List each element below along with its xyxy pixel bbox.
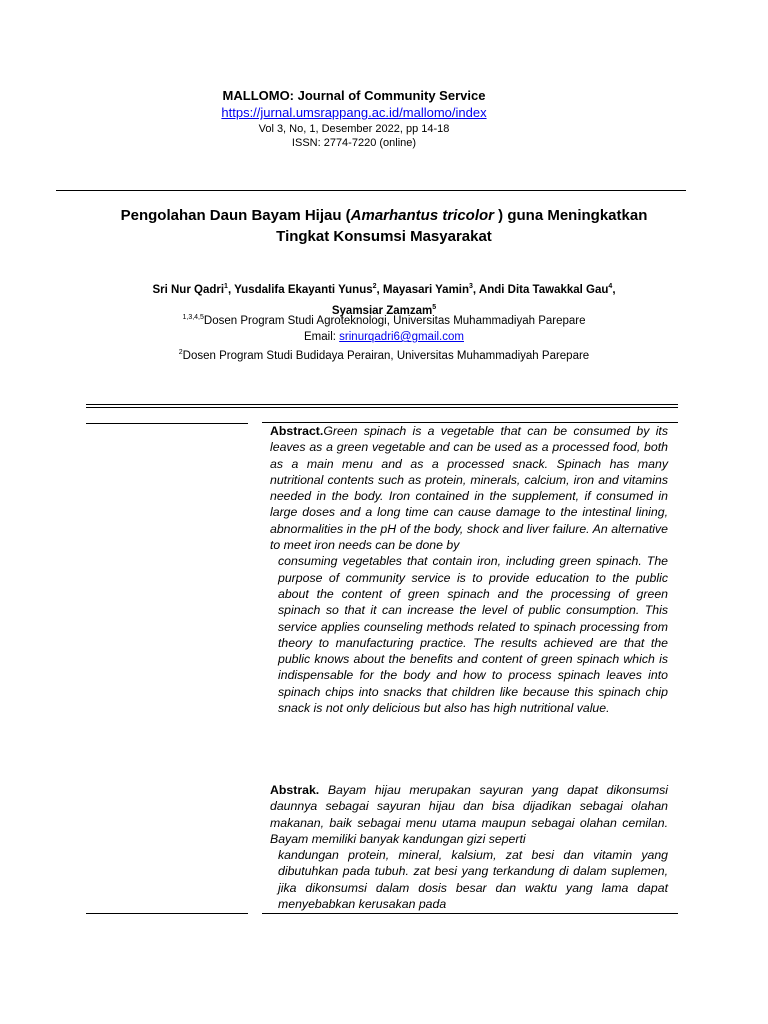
title-species: Amarhantus tricolor — [350, 207, 495, 224]
author-name: Sri Nur Qadri — [152, 284, 225, 296]
affiliation-sup: 1,3,4,5 — [182, 314, 204, 321]
abstrak-text-a: Bayam hijau merupakan sayuran yang dapat dikonsumsi daunnya sebagai sayuran hijau dan bisa dijadikan sebagai olahan makanan, baik sebagai menu utama maupun sebagai olahan cemilan. Bayam memiliki banyak kandungan gizi seperti — [270, 783, 668, 846]
affiliation-text: Dosen Program Studi Agroteknologi, Universitas Muhammadiyah Parepare — [203, 315, 586, 327]
author-name: Syamsiar Zamzam — [331, 305, 433, 317]
abstract-label: Abstract. — [270, 424, 324, 438]
abstract-rule-bottom — [262, 913, 678, 914]
author-separator: , — [612, 284, 616, 296]
abstract-text-b: consuming vegetables that contain iron, including green spinach. The purpose of community service is to provide education to the public about the content of green spinach and the processing of green spinach so that it can increase the level of public consumption. This service applies counseling methods related to spinach processing from theory to manufacturing practice. The results achieved are that the public knows about the benefits and content of green spinach which is indispensable for the body and how to process spinach leaves into spinach chips into snacks that children like because this spinach chip snack is not only delicious but also has high nutritional value. — [278, 554, 668, 716]
title-part-1: Pengolahan Daun Bayam Hijau ( — [120, 207, 351, 224]
title-line-2: Tingkat Konsumsi Masyarakat — [276, 228, 492, 245]
section-divider-bottom — [86, 407, 678, 408]
author-name: Mayasari Yamin — [382, 284, 470, 296]
affiliation-text: Dosen Program Studi Budidaya Perairan, Universitas Muhammadiyah Parepare — [182, 350, 590, 362]
abstrak-text-b: kandungan protein, mineral, kalsium, zat besi dan vitamin yang dibutuhkan pada tubuh. zat besi yang terkandung di dalam suplemen, jika dikonsumsi dalam dosis besar dan waktu yang lama dapat menyebabkan kerusakan pada — [278, 848, 668, 912]
left-column-rule-top — [86, 423, 248, 424]
section-divider-top — [86, 404, 678, 405]
affiliation-2 — [84, 345, 684, 364]
author-separator: , — [227, 284, 235, 296]
abstract-english — [270, 423, 668, 716]
journal-url-link[interactable]: https://jurnal.umsrappang.ac.id/mallomo/index — [221, 105, 487, 120]
affiliations — [84, 310, 684, 364]
author-name: Andi Dita Tawakkal Gau — [478, 284, 609, 296]
author-sup: 1 — [224, 283, 228, 290]
abstract-indonesian — [270, 782, 668, 912]
affiliation-sup: 2 — [178, 349, 183, 356]
email-label: Email: — [304, 331, 340, 343]
volume-info: Vol 3, No, 1, Desember 2022, pp 14-18 — [258, 123, 450, 135]
email-link[interactable]: srinurqadri6@gmail.com — [339, 331, 464, 343]
author-sup: 5 — [432, 304, 437, 311]
email-line — [84, 329, 684, 345]
journal-name: MALLOMO: Journal of Community Service — [222, 88, 486, 103]
author-separator: , — [376, 284, 383, 296]
author-name: Yusdalifa Ekayanti Yunus — [234, 284, 373, 296]
author-sup: 4 — [608, 283, 613, 290]
paper-title — [84, 205, 684, 247]
title-part-2: ) guna Meningkatkan — [494, 207, 648, 224]
author-separator: , — [472, 284, 479, 296]
header-divider — [56, 190, 686, 191]
abstract-text-a: Green spinach is a vegetable that can be consumed by its leaves as a green vegetable and can be used as a processed food, both as a main menu and as a processed snack. Spinach has many nutritional contents such as protein, minerals, calcium, iron and vitamins needed in the body. Iron contained in the supplement, if consumed in large doses and a long time can cause damage to the intestinal lining, abnormalities in the pH of the body, shock and liver failure. An alternative to meet iron needs can be done by — [270, 424, 668, 553]
issn: ISSN: 2774-7220 (online) — [291, 137, 417, 149]
left-column-rule-bottom — [86, 913, 248, 914]
author-sup: 2 — [372, 283, 377, 290]
affiliation-1 — [84, 310, 684, 329]
journal-header — [0, 87, 708, 150]
author-sup: 3 — [469, 283, 473, 290]
abstrak-label: Abstrak. — [270, 783, 320, 797]
